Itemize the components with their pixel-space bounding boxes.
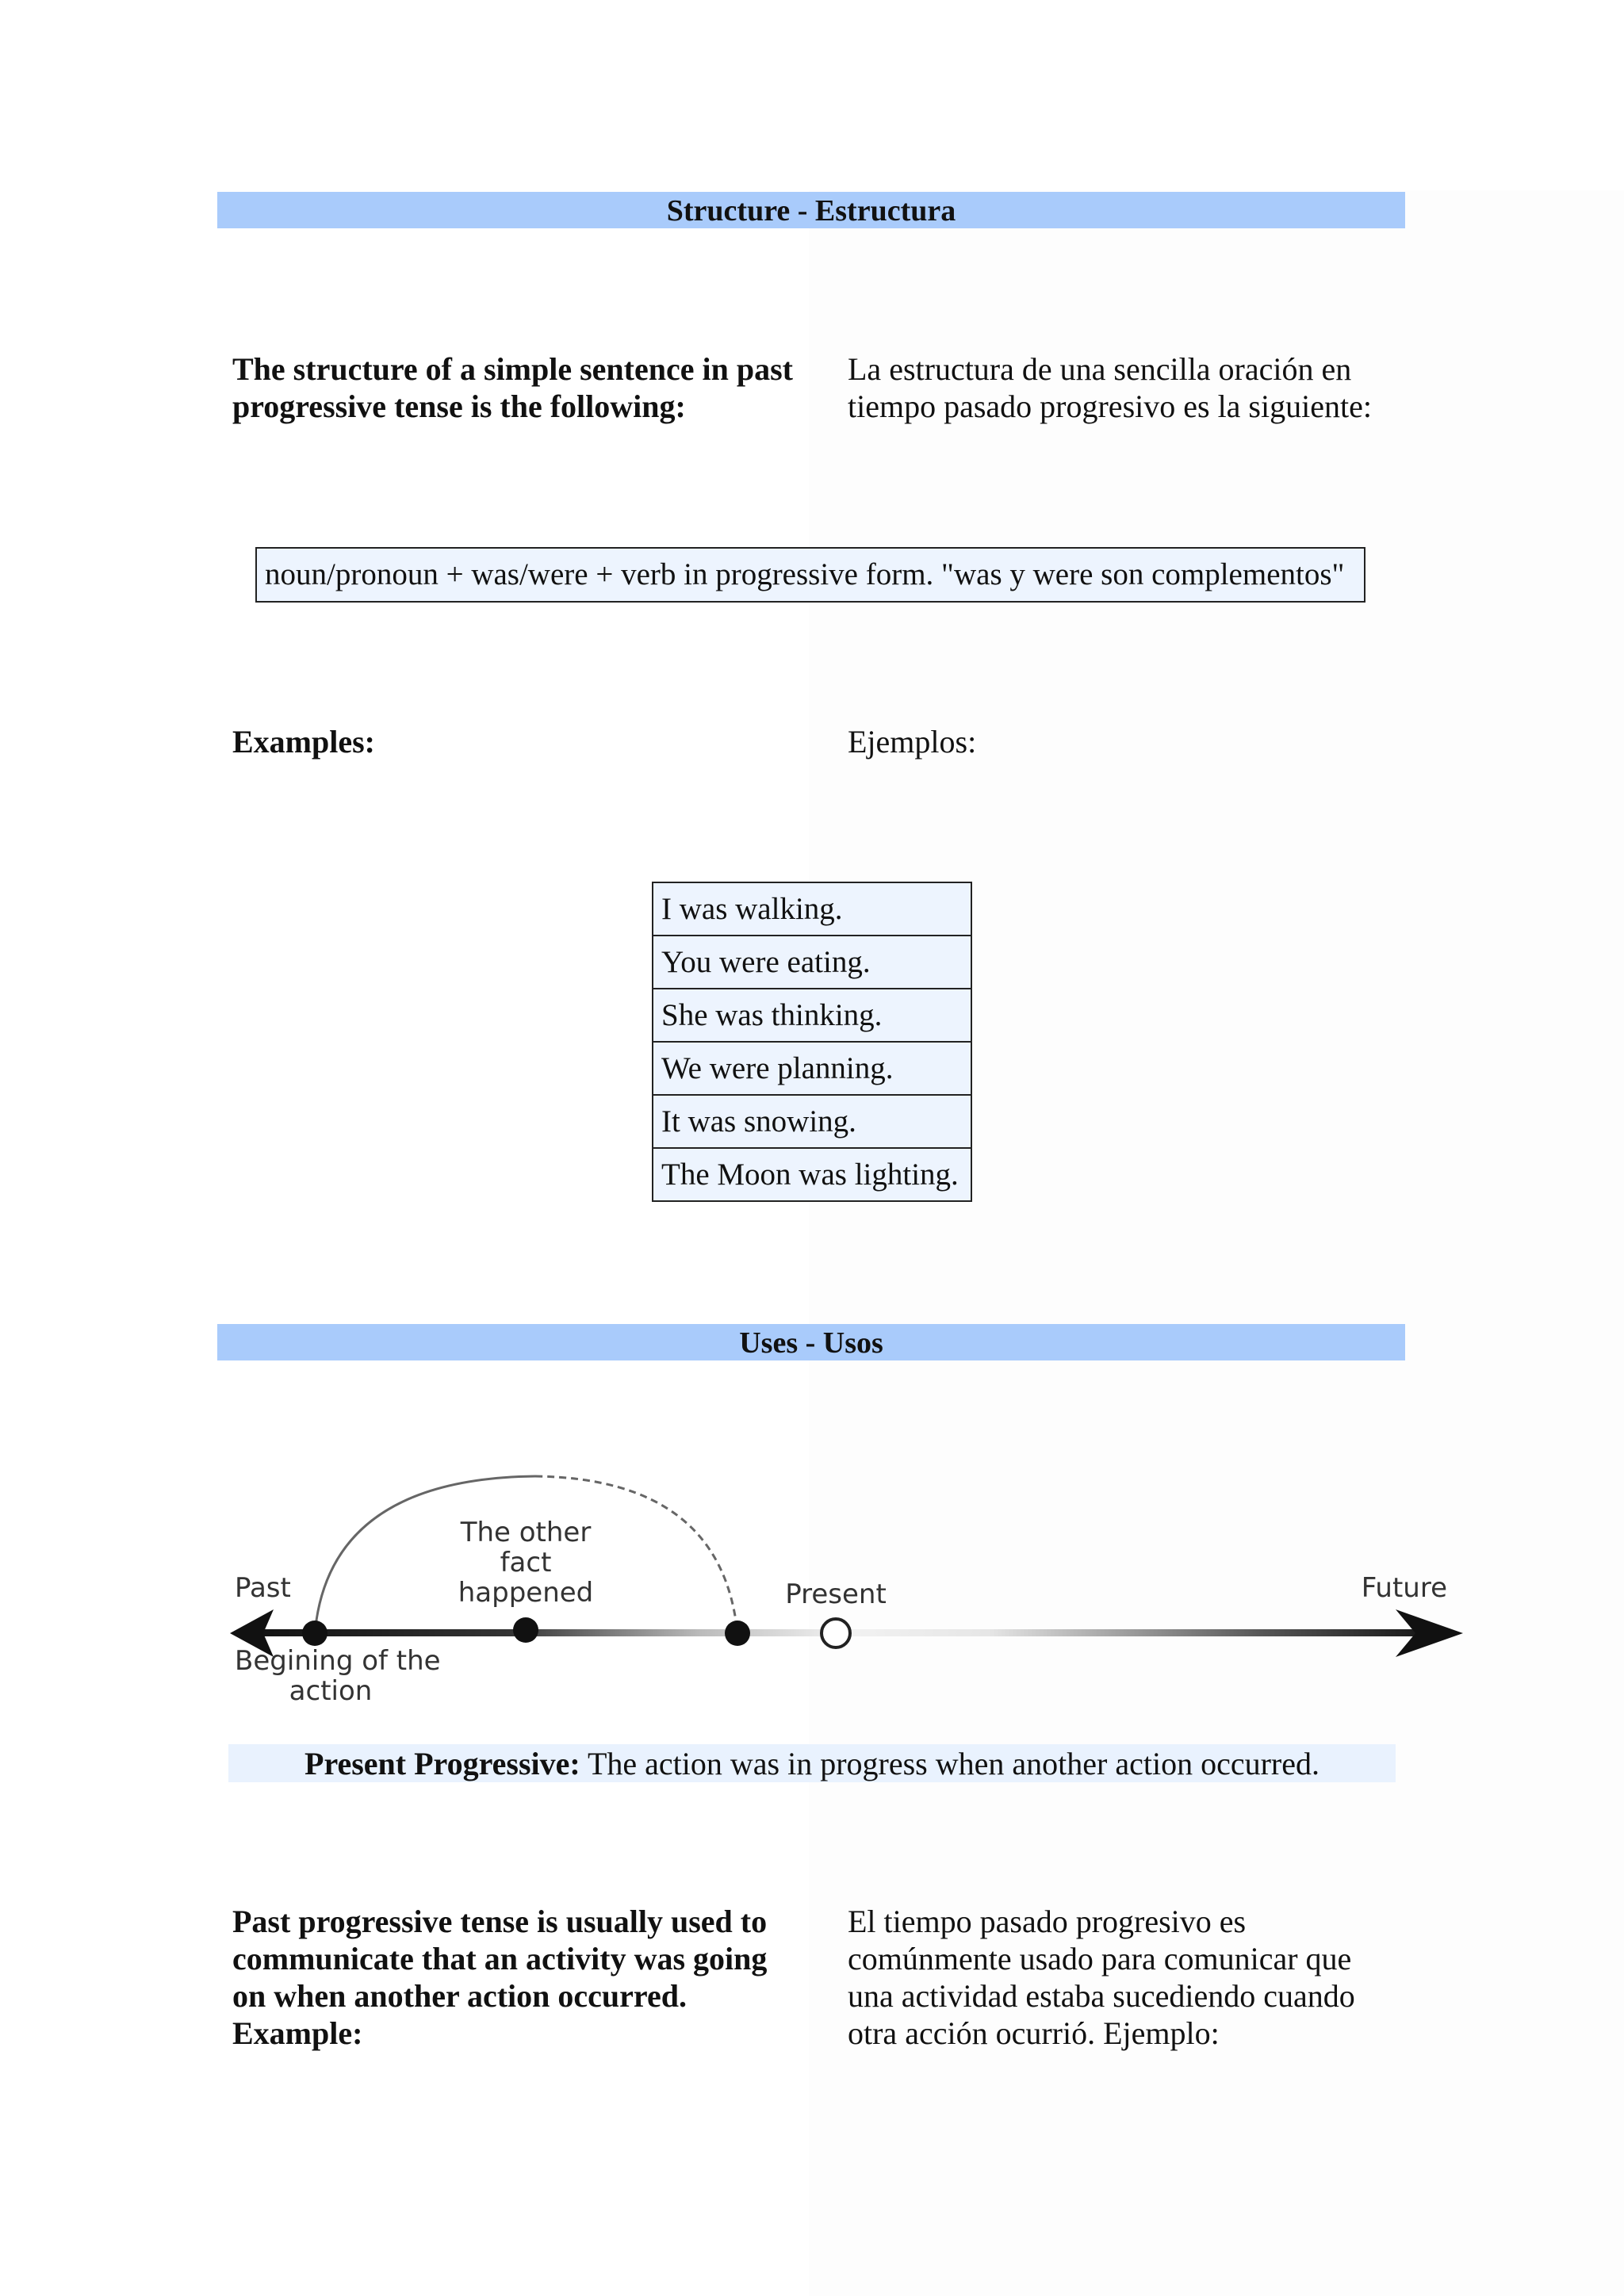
other-fact-label-line-3: happened (458, 1577, 594, 1609)
past-label: Past (235, 1572, 291, 1604)
other-fact-label-line-2: fact (500, 1547, 552, 1578)
beginning-label-line-2: action (289, 1675, 373, 1705)
end-point (725, 1621, 750, 1646)
timeline-diagram (230, 1467, 1475, 1705)
timeline-caption (228, 1744, 1396, 1782)
section-title-uses: Uses - Usos (217, 1324, 1405, 1360)
table-row (653, 882, 971, 936)
example-cell: It was snowing. (653, 1095, 971, 1148)
caption-bold-label: Present Progressive: (304, 1746, 580, 1781)
structure-intro-spanish: La estructura de una sencilla oración en tiempo pasado progresivo es la siguiente: (848, 351, 1372, 424)
example-cell: We were planning. (653, 1042, 971, 1095)
examples-table (652, 882, 972, 1202)
examples-label-english: Examples: (232, 724, 375, 760)
example-cell: The Moon was lighting. (653, 1148, 971, 1201)
table-row (653, 1148, 971, 1201)
action-arc-dashed (535, 1476, 737, 1633)
caption-text: The action was in progress when another action occurred. (580, 1746, 1320, 1781)
uses-paragraph-english: Past progressive tense is usually used to communicate that an activity was going on when another action occurred. Example: (232, 1904, 768, 2051)
present-label: Present (785, 1578, 887, 1610)
example-cell: I was walking. (653, 882, 971, 936)
example-cell: She was thinking. (653, 989, 971, 1042)
structure-intro-english: The structure of a simple sentence in past progressive tense is the following: (232, 351, 793, 424)
table-row (653, 1095, 971, 1148)
present-point (822, 1619, 850, 1647)
future-label: Future (1361, 1572, 1447, 1604)
beginning-label-line-1: Begining of the (235, 1645, 441, 1677)
section-title-structure: Structure - Estructura (217, 192, 1405, 228)
other-fact-point (513, 1617, 538, 1643)
table-row (653, 989, 971, 1042)
uses-paragraph-spanish: El tiempo pasado progresivo es comúnmente usado para comunicar que una actividad estaba sucediendo cuando otra acción ocurrió. Ejemplo: (848, 1904, 1355, 2051)
other-fact-label-line-1: The other (460, 1517, 592, 1548)
examples-label-spanish: Ejemplos: (848, 724, 977, 760)
beginning-point (302, 1621, 327, 1646)
table-row (653, 1042, 971, 1095)
example-cell: You were eating. (653, 936, 971, 989)
table-row (653, 936, 971, 989)
structure-formula-box: noun/pronoun + was/were + verb in progressive form. "was y were son complementos" (255, 547, 1365, 603)
